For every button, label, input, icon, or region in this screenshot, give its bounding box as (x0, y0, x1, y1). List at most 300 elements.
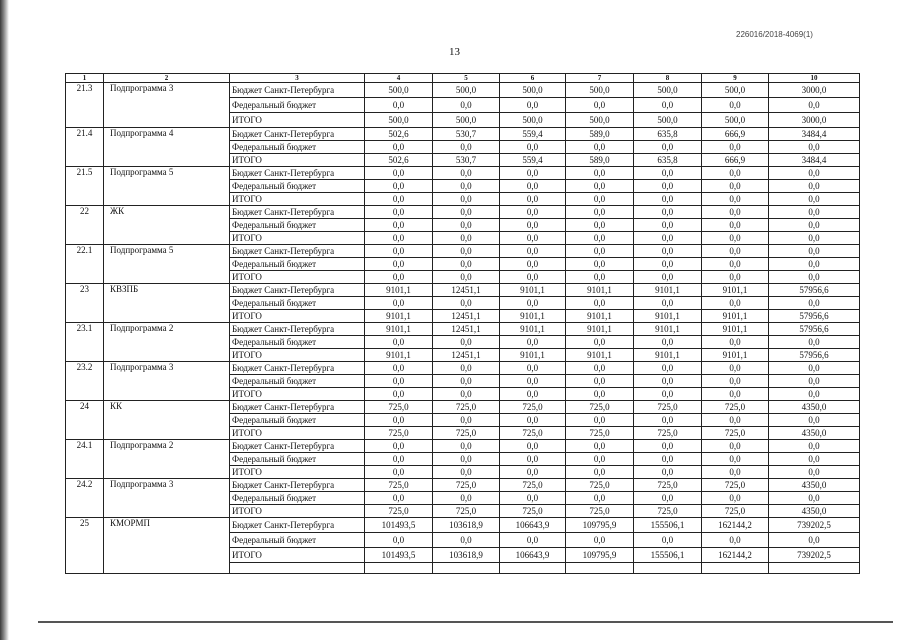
funding-source: Федеральный бюджет (230, 336, 365, 349)
amount-cell: 0,0 (566, 167, 634, 180)
amount-cell: 0,0 (500, 180, 566, 193)
amount-cell: 101493,5 (365, 518, 433, 533)
amount-cell: 0,0 (365, 414, 433, 427)
amount-cell: 0,0 (769, 388, 860, 401)
funding-source: Федеральный бюджет (230, 180, 365, 193)
amount-cell: 0,0 (634, 180, 702, 193)
amount-cell: 0,0 (365, 193, 433, 206)
item-number: 25 (66, 518, 104, 574)
funding-source: Бюджет Санкт-Петербурга (230, 284, 365, 297)
amount-cell: 0,0 (433, 440, 500, 453)
amount-cell: 0,0 (634, 388, 702, 401)
amount-cell: 0,0 (500, 271, 566, 284)
amount-cell: 725,0 (365, 479, 433, 492)
amount-cell: 0,0 (365, 375, 433, 388)
table-row (66, 284, 860, 297)
amount-cell: 0,0 (634, 258, 702, 271)
amount-cell: 0,0 (433, 180, 500, 193)
amount-cell: 57956,6 (769, 284, 860, 297)
amount-cell: 0,0 (566, 232, 634, 245)
amount-cell: 0,0 (433, 414, 500, 427)
program-name: Подпрограмма 5 (104, 245, 230, 284)
amount-cell: 0,0 (433, 167, 500, 180)
amount-cell: 9101,1 (365, 323, 433, 336)
amount-cell: 500,0 (566, 113, 634, 128)
amount-cell: 0,0 (500, 167, 566, 180)
amount-cell: 0,0 (566, 533, 634, 548)
amount-cell: 0,0 (769, 466, 860, 479)
document-id: 226016/2018-4069(1) (736, 30, 813, 39)
item-number: 24.1 (66, 440, 104, 479)
amount-cell: 0,0 (702, 180, 769, 193)
amount-cell: 0,0 (634, 141, 702, 154)
amount-cell: 0,0 (769, 533, 860, 548)
amount-cell: 0,0 (634, 193, 702, 206)
amount-cell: 109795,9 (566, 518, 634, 533)
column-number: 5 (433, 74, 500, 83)
amount-cell: 9101,1 (500, 349, 566, 362)
amount-cell: 0,0 (702, 167, 769, 180)
amount-cell: 0,0 (769, 453, 860, 466)
amount-cell: 0,0 (634, 453, 702, 466)
amount-cell: 0,0 (365, 440, 433, 453)
amount-cell: 0,0 (365, 180, 433, 193)
amount-cell: 739202,5 (769, 548, 860, 563)
amount-cell: 0,0 (769, 167, 860, 180)
amount-cell: 0,0 (365, 232, 433, 245)
page-number: 13 (449, 46, 460, 58)
amount-cell: 502,6 (365, 128, 433, 141)
amount-cell: 725,0 (634, 505, 702, 518)
amount-cell: 666,9 (702, 128, 769, 141)
amount-cell: 0,0 (433, 466, 500, 479)
amount-cell: 0,0 (634, 245, 702, 258)
amount-cell: 0,0 (566, 466, 634, 479)
amount-cell: 0,0 (769, 492, 860, 505)
item-number: 24.2 (66, 479, 104, 518)
amount-cell: 0,0 (634, 219, 702, 232)
amount-cell: 12451,1 (433, 349, 500, 362)
amount-cell: 500,0 (433, 113, 500, 128)
amount-cell: 0,0 (433, 375, 500, 388)
program-name: КМОРМП (104, 518, 230, 574)
funding-source: Федеральный бюджет (230, 219, 365, 232)
amount-cell: 0,0 (566, 271, 634, 284)
amount-cell: 57956,6 (769, 310, 860, 323)
amount-cell: 0,0 (365, 219, 433, 232)
amount-cell: 0,0 (365, 98, 433, 113)
amount-cell: 0,0 (702, 466, 769, 479)
amount-cell: 0,0 (634, 336, 702, 349)
column-number: 7 (566, 74, 634, 83)
amount-cell: 0,0 (365, 271, 433, 284)
table-row (66, 518, 860, 533)
amount-cell: 725,0 (433, 479, 500, 492)
amount-cell: 57956,6 (769, 349, 860, 362)
empty-cell (702, 563, 769, 574)
program-name: Подпрограмма 5 (104, 167, 230, 206)
amount-cell: 725,0 (433, 427, 500, 440)
amount-cell: 162144,2 (702, 518, 769, 533)
program-name: КВЗПБ (104, 284, 230, 323)
amount-cell: 725,0 (702, 401, 769, 414)
amount-cell: 0,0 (702, 219, 769, 232)
amount-cell: 0,0 (500, 466, 566, 479)
amount-cell: 0,0 (433, 193, 500, 206)
amount-cell: 666,9 (702, 154, 769, 167)
amount-cell: 0,0 (566, 193, 634, 206)
amount-cell: 0,0 (500, 219, 566, 232)
funding-source: Федеральный бюджет (230, 258, 365, 271)
amount-cell: 0,0 (566, 414, 634, 427)
amount-cell: 9101,1 (702, 310, 769, 323)
amount-cell: 725,0 (433, 505, 500, 518)
amount-cell: 0,0 (702, 375, 769, 388)
table-row (66, 323, 860, 336)
amount-cell: 0,0 (500, 375, 566, 388)
amount-cell: 9101,1 (365, 310, 433, 323)
amount-cell: 725,0 (365, 427, 433, 440)
amount-cell: 635,8 (634, 128, 702, 141)
item-number: 21.3 (66, 83, 104, 128)
program-name: Подпрограмма 3 (104, 362, 230, 401)
amount-cell: 4350,0 (769, 401, 860, 414)
amount-cell: 725,0 (702, 505, 769, 518)
table-row (66, 401, 860, 414)
table-row (66, 362, 860, 375)
amount-cell: 0,0 (769, 375, 860, 388)
scan-edge-shadow (0, 0, 9, 640)
amount-cell: 0,0 (702, 258, 769, 271)
amount-cell: 0,0 (566, 219, 634, 232)
amount-cell: 725,0 (365, 505, 433, 518)
funding-source: Бюджет Санкт-Петербурга (230, 440, 365, 453)
column-number-row (66, 74, 860, 83)
program-name: Подпрограмма 2 (104, 323, 230, 362)
amount-cell: 3484,4 (769, 154, 860, 167)
item-number: 22 (66, 206, 104, 245)
amount-cell: 4350,0 (769, 505, 860, 518)
table-row (66, 245, 860, 258)
column-number: 6 (500, 74, 566, 83)
amount-cell: 9101,1 (566, 323, 634, 336)
amount-cell: 725,0 (566, 401, 634, 414)
amount-cell: 725,0 (500, 479, 566, 492)
budget-table (65, 73, 860, 574)
amount-cell: 0,0 (500, 336, 566, 349)
amount-cell: 725,0 (433, 401, 500, 414)
funding-source: Бюджет Санкт-Петербурга (230, 206, 365, 219)
amount-cell: 500,0 (500, 83, 566, 98)
funding-source: Федеральный бюджет (230, 533, 365, 548)
amount-cell: 0,0 (365, 453, 433, 466)
funding-source: ИТОГО (230, 427, 365, 440)
amount-cell: 725,0 (566, 427, 634, 440)
scan-bottom-edge (38, 621, 893, 623)
amount-cell: 0,0 (769, 336, 860, 349)
table-row (66, 440, 860, 453)
item-number: 24 (66, 401, 104, 440)
amount-cell: 0,0 (634, 167, 702, 180)
amount-cell: 0,0 (702, 271, 769, 284)
amount-cell: 0,0 (500, 206, 566, 219)
amount-cell: 106643,9 (500, 518, 566, 533)
table-row (66, 167, 860, 180)
amount-cell: 57956,6 (769, 323, 860, 336)
funding-source: Федеральный бюджет (230, 297, 365, 310)
amount-cell: 0,0 (433, 492, 500, 505)
empty-cell (500, 563, 566, 574)
funding-source: Федеральный бюджет (230, 141, 365, 154)
item-number: 21.4 (66, 128, 104, 167)
amount-cell: 559,4 (500, 154, 566, 167)
amount-cell: 0,0 (634, 98, 702, 113)
amount-cell: 0,0 (500, 232, 566, 245)
amount-cell: 101493,5 (365, 548, 433, 563)
amount-cell: 0,0 (500, 453, 566, 466)
empty-cell (566, 563, 634, 574)
amount-cell: 500,0 (702, 113, 769, 128)
funding-source: Бюджет Санкт-Петербурга (230, 401, 365, 414)
amount-cell: 0,0 (566, 98, 634, 113)
empty-cell (365, 563, 433, 574)
funding-source: ИТОГО (230, 466, 365, 479)
amount-cell: 0,0 (769, 193, 860, 206)
funding-source: ИТОГО (230, 271, 365, 284)
funding-source: Бюджет Санкт-Петербурга (230, 479, 365, 492)
amount-cell: 0,0 (769, 271, 860, 284)
amount-cell: 0,0 (566, 336, 634, 349)
program-name: Подпрограмма 3 (104, 83, 230, 128)
amount-cell: 9101,1 (566, 284, 634, 297)
amount-cell: 725,0 (566, 479, 634, 492)
amount-cell: 0,0 (702, 141, 769, 154)
funding-source: Федеральный бюджет (230, 375, 365, 388)
amount-cell: 0,0 (769, 362, 860, 375)
amount-cell: 0,0 (769, 98, 860, 113)
amount-cell: 0,0 (634, 414, 702, 427)
item-number: 23.2 (66, 362, 104, 401)
funding-source: ИТОГО (230, 388, 365, 401)
column-number: 10 (769, 74, 860, 83)
program-name: ЖК (104, 206, 230, 245)
amount-cell: 0,0 (566, 453, 634, 466)
amount-cell: 0,0 (566, 297, 634, 310)
empty-cell (634, 563, 702, 574)
amount-cell: 0,0 (634, 533, 702, 548)
amount-cell: 0,0 (769, 245, 860, 258)
amount-cell: 0,0 (702, 453, 769, 466)
amount-cell: 0,0 (702, 98, 769, 113)
amount-cell: 500,0 (566, 83, 634, 98)
funding-source: Бюджет Санкт-Петербурга (230, 128, 365, 141)
amount-cell: 0,0 (566, 388, 634, 401)
amount-cell: 0,0 (365, 336, 433, 349)
amount-cell: 500,0 (365, 113, 433, 128)
amount-cell: 9101,1 (500, 284, 566, 297)
amount-cell: 0,0 (433, 141, 500, 154)
amount-cell: 739202,5 (769, 518, 860, 533)
amount-cell: 0,0 (500, 362, 566, 375)
funding-source: ИТОГО (230, 232, 365, 245)
funding-source: Федеральный бюджет (230, 414, 365, 427)
amount-cell: 0,0 (500, 258, 566, 271)
amount-cell: 0,0 (500, 245, 566, 258)
amount-cell: 0,0 (702, 232, 769, 245)
amount-cell: 0,0 (500, 533, 566, 548)
amount-cell: 0,0 (702, 414, 769, 427)
amount-cell: 9101,1 (702, 349, 769, 362)
funding-source: ИТОГО (230, 505, 365, 518)
funding-source: Бюджет Санкт-Петербурга (230, 167, 365, 180)
amount-cell: 0,0 (433, 219, 500, 232)
funding-source: Федеральный бюджет (230, 453, 365, 466)
table-row (66, 83, 860, 98)
amount-cell: 12451,1 (433, 323, 500, 336)
amount-cell: 0,0 (769, 219, 860, 232)
amount-cell: 0,0 (500, 141, 566, 154)
amount-cell: 725,0 (634, 479, 702, 492)
funding-source: Бюджет Санкт-Петербурга (230, 323, 365, 336)
funding-source: Федеральный бюджет (230, 98, 365, 113)
amount-cell: 0,0 (634, 362, 702, 375)
amount-cell: 0,0 (566, 258, 634, 271)
amount-cell: 0,0 (500, 414, 566, 427)
amount-cell: 0,0 (634, 232, 702, 245)
amount-cell: 725,0 (702, 479, 769, 492)
column-number: 8 (634, 74, 702, 83)
amount-cell: 725,0 (634, 427, 702, 440)
amount-cell: 589,0 (566, 128, 634, 141)
amount-cell: 155506,1 (634, 518, 702, 533)
funding-source: ИТОГО (230, 548, 365, 563)
amount-cell: 0,0 (365, 206, 433, 219)
table-body (66, 74, 860, 574)
amount-cell: 9101,1 (634, 349, 702, 362)
amount-cell: 0,0 (634, 466, 702, 479)
column-number: 4 (365, 74, 433, 83)
amount-cell: 0,0 (365, 388, 433, 401)
amount-cell: 9101,1 (634, 323, 702, 336)
amount-cell: 500,0 (500, 113, 566, 128)
amount-cell: 0,0 (702, 336, 769, 349)
amount-cell: 9101,1 (702, 323, 769, 336)
amount-cell: 0,0 (365, 466, 433, 479)
funding-source: ИТОГО (230, 310, 365, 323)
program-name: Подпрограмма 2 (104, 440, 230, 479)
amount-cell: 0,0 (365, 258, 433, 271)
empty-cell (433, 563, 500, 574)
amount-cell: 0,0 (702, 206, 769, 219)
amount-cell: 9101,1 (500, 310, 566, 323)
amount-cell: 9101,1 (634, 284, 702, 297)
amount-cell: 725,0 (365, 401, 433, 414)
table-row (66, 128, 860, 141)
amount-cell: 0,0 (433, 258, 500, 271)
amount-cell: 0,0 (634, 206, 702, 219)
program-name: КК (104, 401, 230, 440)
amount-cell: 0,0 (500, 388, 566, 401)
table-row (66, 206, 860, 219)
amount-cell: 0,0 (769, 414, 860, 427)
amount-cell: 9101,1 (566, 349, 634, 362)
amount-cell: 0,0 (500, 98, 566, 113)
amount-cell: 0,0 (702, 193, 769, 206)
item-number: 22.1 (66, 245, 104, 284)
amount-cell: 0,0 (566, 375, 634, 388)
amount-cell: 559,4 (500, 128, 566, 141)
amount-cell: 725,0 (634, 401, 702, 414)
amount-cell: 0,0 (702, 388, 769, 401)
amount-cell: 0,0 (634, 271, 702, 284)
amount-cell: 0,0 (566, 245, 634, 258)
amount-cell: 500,0 (634, 83, 702, 98)
amount-cell: 4350,0 (769, 479, 860, 492)
amount-cell: 0,0 (433, 297, 500, 310)
amount-cell: 500,0 (365, 83, 433, 98)
amount-cell: 0,0 (769, 232, 860, 245)
amount-cell: 0,0 (566, 206, 634, 219)
amount-cell: 725,0 (566, 505, 634, 518)
amount-cell: 0,0 (566, 492, 634, 505)
amount-cell: 9101,1 (634, 310, 702, 323)
amount-cell: 0,0 (433, 232, 500, 245)
amount-cell: 0,0 (566, 362, 634, 375)
amount-cell: 0,0 (634, 375, 702, 388)
amount-cell: 103618,9 (433, 548, 500, 563)
amount-cell: 0,0 (433, 453, 500, 466)
funding-source: Бюджет Санкт-Петербурга (230, 518, 365, 533)
amount-cell: 725,0 (500, 427, 566, 440)
amount-cell: 0,0 (433, 388, 500, 401)
table-row (66, 479, 860, 492)
amount-cell: 0,0 (769, 206, 860, 219)
amount-cell: 0,0 (365, 362, 433, 375)
amount-cell: 0,0 (634, 297, 702, 310)
amount-cell: 0,0 (433, 336, 500, 349)
amount-cell: 0,0 (566, 141, 634, 154)
amount-cell: 0,0 (702, 297, 769, 310)
amount-cell: 0,0 (702, 492, 769, 505)
funding-source: ИТОГО (230, 113, 365, 128)
item-number: 23 (66, 284, 104, 323)
item-number: 23.1 (66, 323, 104, 362)
amount-cell: 0,0 (433, 206, 500, 219)
amount-cell: 9101,1 (365, 349, 433, 362)
amount-cell: 500,0 (634, 113, 702, 128)
amount-cell: 3000,0 (769, 113, 860, 128)
amount-cell: 0,0 (365, 492, 433, 505)
amount-cell: 0,0 (702, 245, 769, 258)
amount-cell: 500,0 (433, 83, 500, 98)
amount-cell: 106643,9 (500, 548, 566, 563)
amount-cell: 0,0 (702, 533, 769, 548)
funding-source: Федеральный бюджет (230, 492, 365, 505)
amount-cell: 0,0 (433, 245, 500, 258)
amount-cell: 0,0 (500, 492, 566, 505)
amount-cell: 0,0 (634, 492, 702, 505)
amount-cell: 103618,9 (433, 518, 500, 533)
amount-cell: 0,0 (365, 141, 433, 154)
amount-cell: 0,0 (365, 533, 433, 548)
amount-cell: 9101,1 (500, 323, 566, 336)
column-number: 3 (230, 74, 365, 83)
funding-source: Бюджет Санкт-Петербурга (230, 362, 365, 375)
amount-cell: 635,8 (634, 154, 702, 167)
amount-cell: 109795,9 (566, 548, 634, 563)
amount-cell: 0,0 (500, 193, 566, 206)
amount-cell: 0,0 (365, 297, 433, 310)
